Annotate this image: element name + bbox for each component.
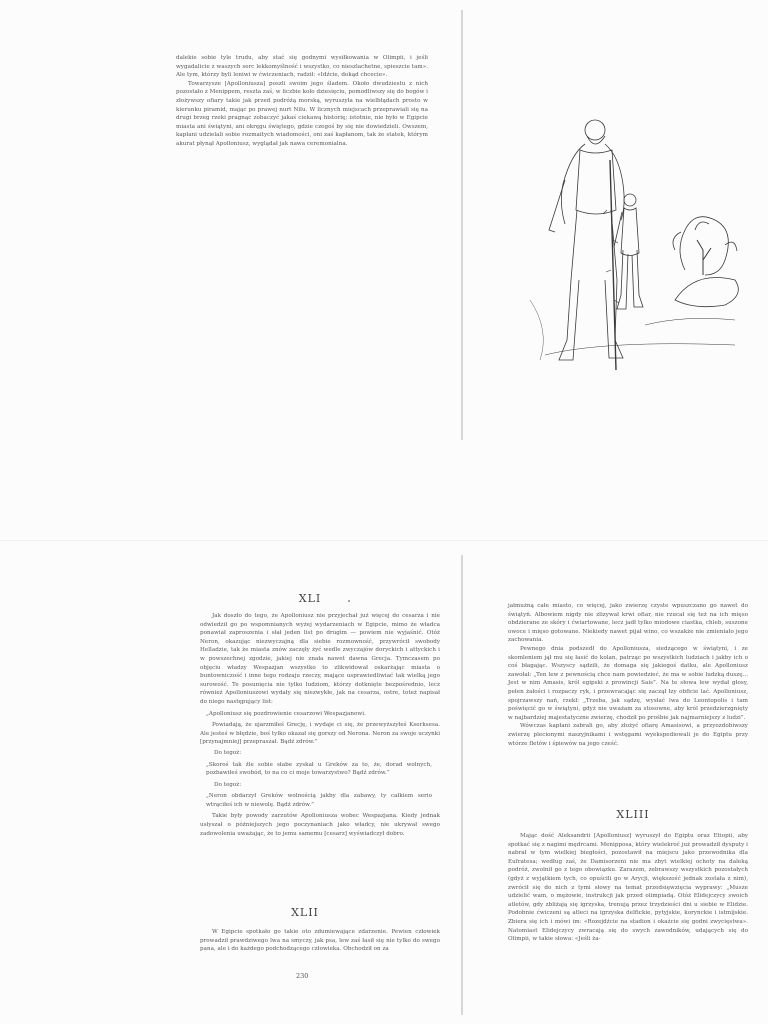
paragraph: Mając dość Aleksandrii [Apolloniusz] wyruszył do Egiptu oraz Etiopii, aby spotkać się z nagimi mędrcami. Menipposa, który wielekroć już prowadził dysputy i nabrał w tym wielkiej biegłości, pozostawił na miejscu jako przewodnika dla Eufratesa; według zaś, że Damisorzeni nie ma zbyt wielkiej ochoty na daleką podróż, zwolnił go z tego obowiązku. Zarazem, zebrawszy wszystkich pozostałych (gdyż z wyjątkiem tych, co opuścili go w Arycji, większość jednak została z nim), zwrócił się do nich z tymi słowy na temat przedsięwzięcia wyprawy: „Musze udzielić wam, o mężowie, instrukcji jak przed olimpiadą. Otóż Elidejczycy swoich atletów, gdy zbliżają się igrzyska, trenują przez trzydzieści dni u siebie w Elidzie. Podobnie ćwiczeni są atleci na igrzyska delfickie, pytyjskie, korynckie i istmijskie. Zbiera się ich i mówi im: «Rozejdźcie na stadion i okażcie się godni zwycięstwa». Natomiast Elidejczycy zwracają się do swych zawodników, udających się do Olimpii, w takie słowa: «Jeśli ża- [508,833,748,943]
book-gutter-top [461,10,463,440]
letter-heading: Do tegoż: [214,749,242,756]
chapter-heading: XLI [298,592,322,605]
letter-greeting: „Apolloniusz się pozdrowienie cesarzowi Wespazjanowi. [206,710,366,717]
illustration-figures [525,100,745,380]
letter-body: „Neron obdarzył Greków wolnością jakby dla zabawy, ty całkiem serio wtrąciłeś ich w niewolę. Bądź zdrów.” [206,793,432,808]
paragraph: Towarzysze [Apolloniusza] poszli swoim jego śladem. Około dwudziestu z nich pozostało z Menippem, reszta zaś, w liczbie koło dziesięciu, pomodliwszy się do bogów i złożywszy ofiary takie jak przed podróżą morską, wyruszyła na wielbłądach prosto w kierunku piramid, mając po prawej nurt Nilu. W licznych miejscach przeprawiali się na drugi brzeg rzeki pragnąc zobaczyć jakaś ciekawą historię; istotnie, nie było w Egipcie miasta ani świątyni, ani okręgu świętego, gdzie czegoś by się nie dowiedzieli. Owszem, kapłani udzielali sobie rozmaitych wiadomości, oni zaś kapłanom, tak że statek, którym akurat płynął Apolloniusz, wyglądał jak nawa ceremonialna. [176,80,428,147]
page-number: 230 [296,972,309,980]
top-left-text-block [176,54,428,149]
chapter-heading: XLIII [616,808,650,821]
bottom-right-text-block [508,602,748,748]
chapter-heading: XLII [291,906,319,919]
paragraph: Wówczas kapłani zabrali go, aby złożyć ofiarę Amasisowi, a przyozdobiwszy zwierzę plecionymi naszyjnikami i wstęgami wyekspediowali je do Egiptu przy wtórze fletów i śpiewów na jego cześć. [508,723,748,747]
bottom-left-text-block-2 [200,928,440,954]
letter-heading: Do tegoż: [214,781,242,788]
paragraph: Jak doszło do tego, że Apolloniusz nie przyjechał już więcej do cesarza i nie odwiedził go po wspomnianych wyżej wydarzeniach w Egipcie, mimo że władca ponawiał zaproszenia i słał jeden list po drugim — powiem nie wyjaśnić. Otóż Neron, okazując niezwyczajną dla siebie rozmowność, przywrócił swobody Helladzie, tak że miasta znów zaczęły żyć wedle zwyczajów doryckich i attyckich i w powszechnej zgodzie, jakiej nie znała nawet dawna Grecja. Tymczasem po objęciu władzy Wespazjan wszystko to zlikwidował oskarżając miasta o buntowniczość i inne tego rodzaju rzeczy, mające usprawiedliwiać tak wielką jego surowość. Te posunięcia nie tylko ludziom, którzy dotknięte bezpośrednio, lecz również Apolloniuszowi wydały się niezwykłe, jak na cesarza, ostre, toteż napisał do niego następujący list: [200,613,440,705]
book-gutter-bottom [461,555,463,1015]
paragraph: dalekie sobie tyle trudu, aby stać się godnymi wysiłkowania w Olimpii, i jeśli wygadalicie z waszych serc lekkomyślność i wszystko, co nieszlachetne, spieszcie tam». Ale tym, którzy byli leniwi w ćwiczeniach, radził: «Idźcie, dokąd chcecie». [176,55,428,79]
paragraph: Takie były powody zarzutów Apolloniusza wobec Wespazjana. Kiedy jednak usłyszał o późniejszych jego poczynaniach jako władcy, nie ukrywał swego zadowolenia uważając, że to jemu samemu [cesarz] wyświadczył dobro. [200,813,440,837]
paragraph: Pewnego dnia podszedł do Apolloniusza, siedzącego w świątyni, i ze skomleniem jął mu się łasić do kolan, patrząc po wszystkich ludziach i jakby ich o coś błagając. Wszyscy sądzili, że domaga się jakiegoś datku, ale Apolloniusz zawołał: „Ten lew z pewnością chce nam powiedzieć, że ma w sobie ludzką duszę... Jest w nim Amasis, król egipski z prowincji Sais”. Na te słowa lew wydał głosy, pełen żałości i rozpaczy ryk, i przewracając się zaczął łzy obficie lać. Apolloniusz, spojrzawszy nań, rzekł: „Trzeba, jak sądzę, wysłać lwa do Leontopolis i tam poświęcić go w świątyni, gdyż nie uważam za stosowne, aby król przedzierzgnięty w najbardziej majestatyczne zwierzę, chodził po prośbie jak najmarniejszy z ludzi”. [508,645,748,721]
speck [348,600,350,602]
bottom-left-text-block [200,612,440,838]
paragraph: Powiadają, że ujarzmiłeś Grecję, i wydaje ci się, że przewyższyłeś Kserksesa. Ale jesteś w błędzie, boś tylko okazał się gorszy od Nerona. Neron za swoje uczynki [przynajmniej] przepraszał. Bądź zdrów.” [200,722,440,746]
paragraph: jałmużną całe miasto, co więcej, jako zwierzę czyste wpuszczano go nawet do świątyń. Albowiem nigdy nie zlizywał krwi ofiar, nie rzucał się też na ich mięso obdzierane ze skóry i ćwiartowane, lecz jadł tylko miodowe ciastka, chleb, suszone owoce i mięso gotowane. Niekiedy nawet pijał wino, co wszakże nie zmieniało jego zachowania. [508,603,748,644]
bottom-right-text-block-2 [508,832,748,944]
letter-body: „Skoroś tak źle sobie słabe zyskał u Greków za to, że, dorad wolnych, pozbawiłeś swobód, to na co ci moje towarzystwo? Bądź zdrów.” [206,761,432,777]
paragraph: W Egipcie spotkało go takie oto zdumiewające zdarzenie. Pewien człowiek prowadził prawdziwego lwa na smyczy, jak psa, lew zaś łasił się nie tylko do swego pana, ale i do każdego podchodzącego człowieka. Obchodził on za [200,929,440,953]
scan-separator [0,540,768,541]
